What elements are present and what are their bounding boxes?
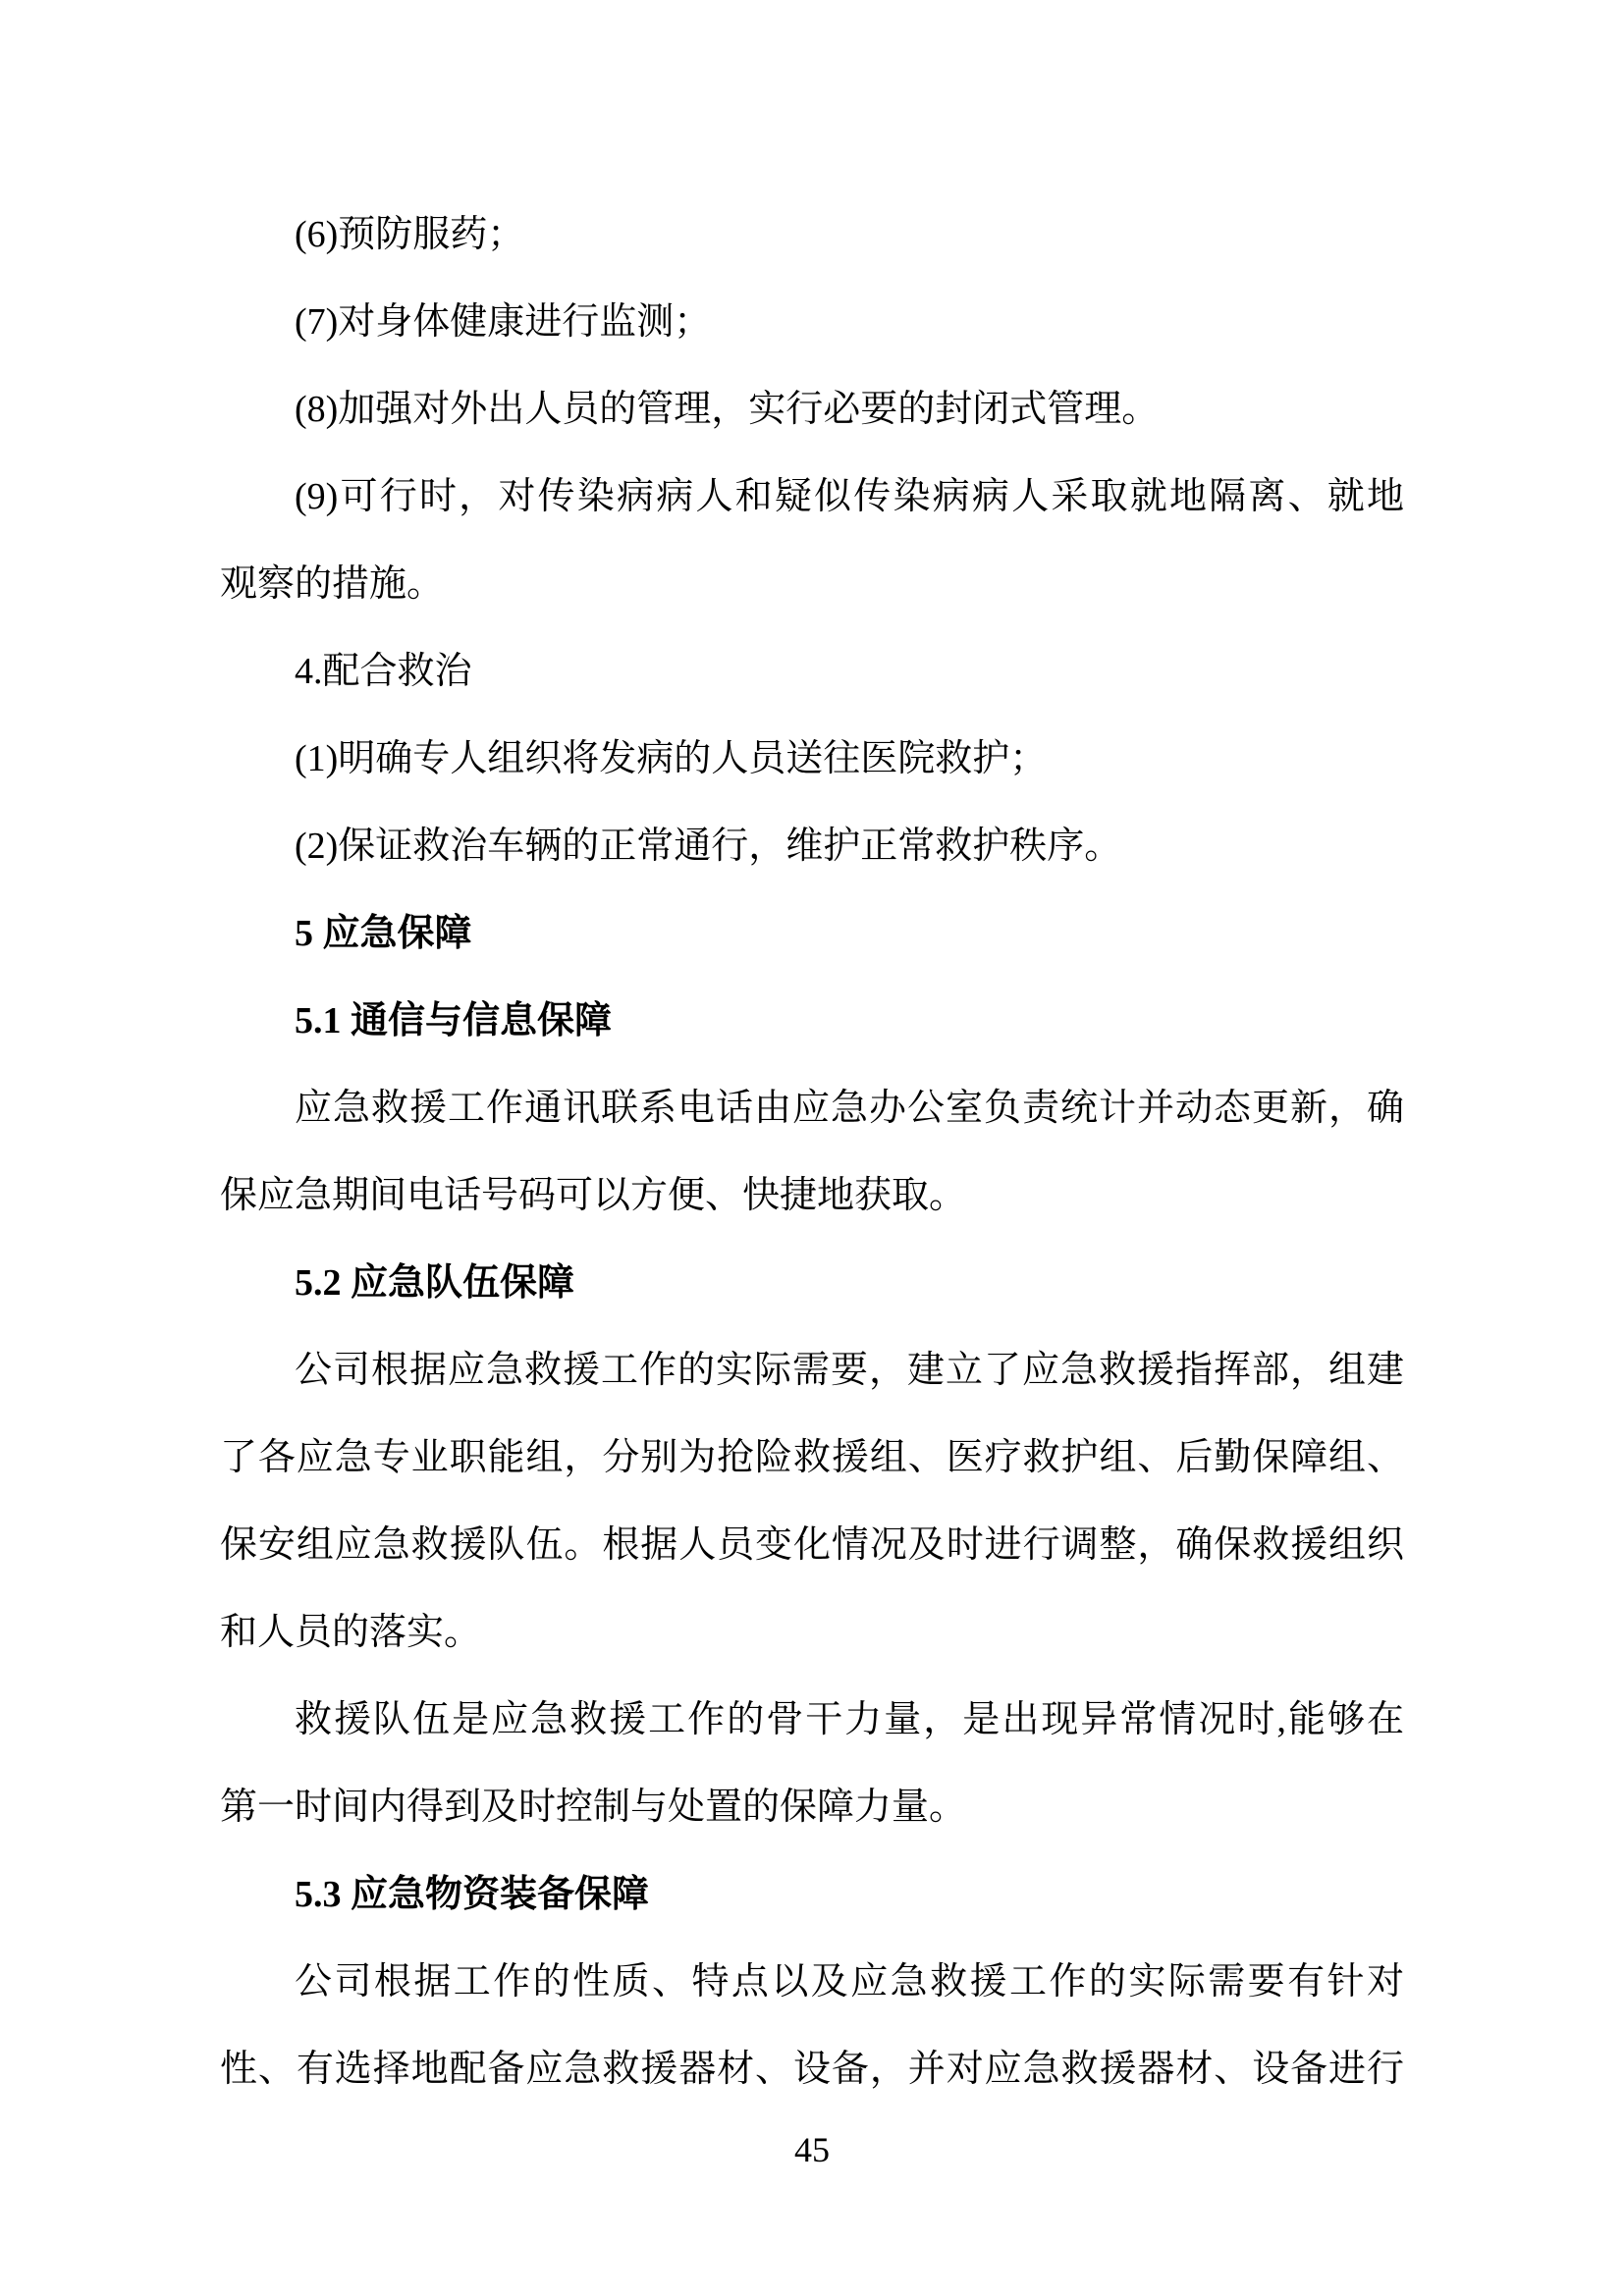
text-line: (7)对身体健康进行监测； [295, 301, 712, 343]
text-line: 了各应急专业职能组，分别为抢险救援组、医疗救护组、后勤保障组、 [220, 1437, 1404, 1478]
text-line: 4.配合救治 [295, 651, 472, 692]
document-body [220, 191, 1404, 2113]
heading-line: 5.3 应急物资装备保障 [295, 1874, 650, 1915]
heading-line: 5.1 通信与信息保障 [295, 1000, 613, 1041]
text-line: (2)保证救治车辆的正常通行，维护正常救护秩序。 [295, 826, 1122, 867]
text-line: 性、有选择地配备应急救援器材、设备，并对应急救援器材、设备进行 [220, 2049, 1404, 2090]
text-line: 救援队伍是应急救援工作的骨干力量，是出现异常情况时,能够在 [295, 1699, 1404, 1740]
text-line: 公司根据工作的性质、特点以及应急救援工作的实际需要有针对 [295, 1961, 1404, 2002]
heading-line: 5.2 应急队伍保障 [295, 1262, 575, 1304]
heading-line: 5 应急保障 [295, 913, 472, 954]
text-line: (6)预防服药； [295, 214, 525, 255]
text-line: 保应急期间电话号码可以方便、快捷地获取。 [220, 1175, 967, 1216]
text-line: 第一时间内得到及时控制与处置的保障力量。 [220, 1787, 967, 1828]
text-line: 和人员的落实。 [220, 1612, 482, 1653]
text-line: (8)加强对外出人员的管理，实行必要的封闭式管理。 [295, 389, 1160, 430]
text-line: 观察的措施。 [220, 563, 445, 605]
page-number: 45 [794, 2130, 830, 2169]
text-line: 应急救援工作通讯联系电话由应急办公室负责统计并动态更新，确 [295, 1088, 1404, 1129]
text-line: 保安组应急救援队伍。根据人员变化情况及时进行调整，确保救援组织 [220, 1524, 1404, 1566]
text-line: (9)可行时，对传染病病人和疑似传染病病人采取就地隔离、就地 [295, 476, 1404, 517]
text-line: 公司根据应急救援工作的实际需要，建立了应急救援指挥部，组建 [295, 1350, 1404, 1391]
text-line: (1)明确专人组织将发病的人员送往医院救护； [295, 738, 1048, 779]
